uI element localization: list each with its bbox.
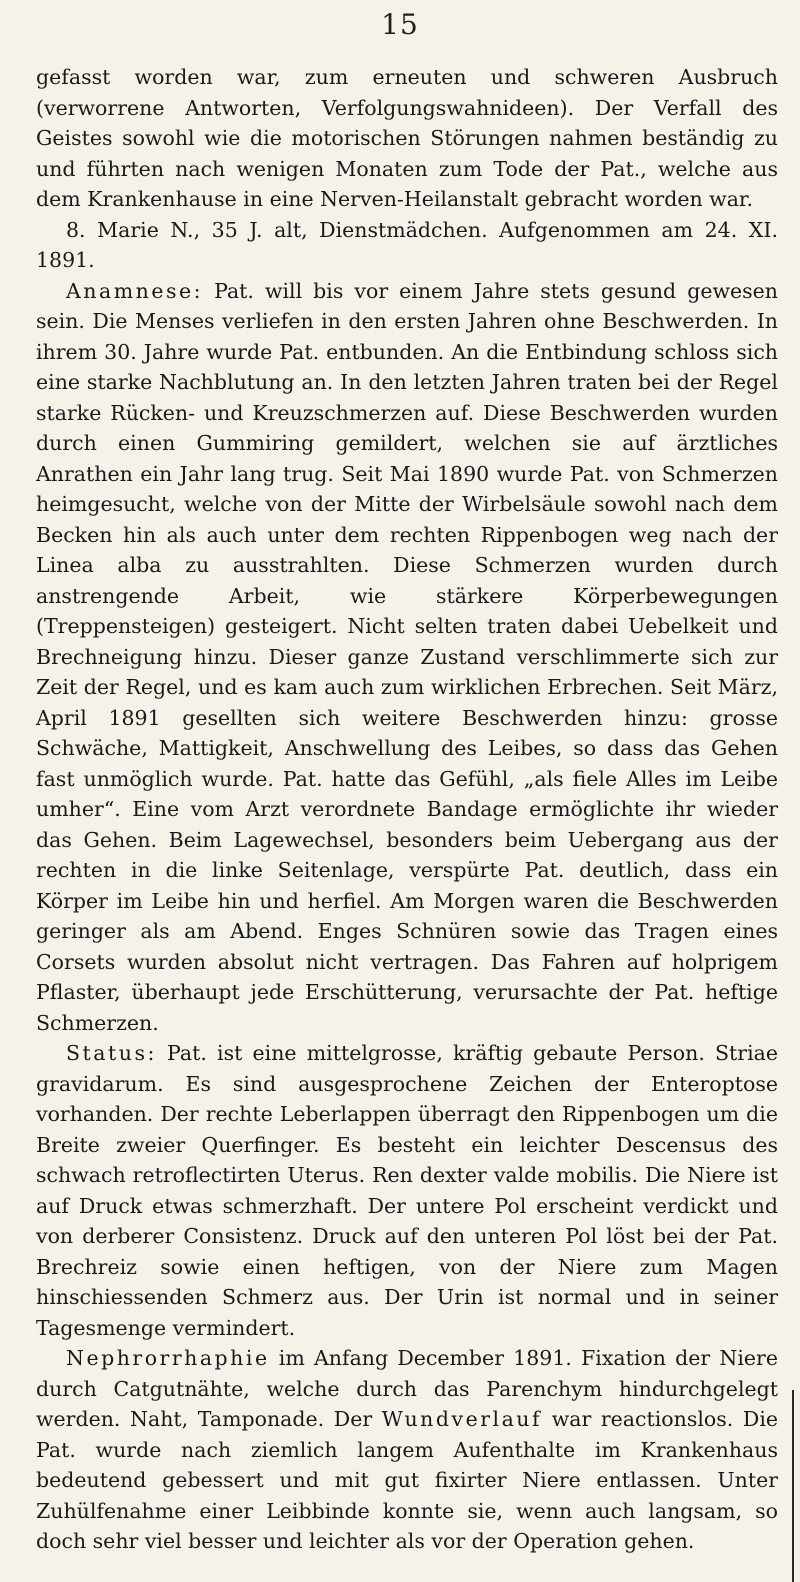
nephrorrhaphie-label: Nephrorrhaphie bbox=[66, 1346, 270, 1370]
anamnese-text: Pat. will bis vor einem Jahre stets gesund gewesen sein. Die Menses verliefen in den ersten Jahren ohne Beschwerden. In ihrem 30. Jahre wurde Pat. entbunden. An die Entbindung schloss sich eine starke Nachblutung an. In den letzten Jahren traten bei der Regel starke Rücken- und Kreuzschmerzen auf. Diese Beschwerden wurden durch einen Gummiring gemildert, welchen sie auf ärztliches Anrathen ein Jahr lang trug. Seit Mai 1890 wurde Pat. von Schmerzen heimgesucht, welche von der Mitte der Wirbelsäule sowohl nach dem Becken hin als auch unter dem rechten Rippenbogen weg nach der Linea alba zu ausstrahlten. Diese Schmerzen wurden durch anstrengende Arbeit, wie stärkere Körperbewegungen (Treppensteigen) gesteigert. Nicht selten traten dabei Uebelkeit und Brechneigung hinzu. Dieser ganze Zustand verschlimmerte sich zur Zeit der Regel, und es kam auch zum wirklichen Erbrechen. Seit März, April 1891 gesellten sich weitere Beschwerden hinzu: grosse Schwäche, Mattigkeit, Anschwellung des Leibes, so dass das Gehen fast unmöglich wurde. Pat. hatte das Gefühl, „als fiele Alles im Leibe umher“. Eine vom Arzt verordnete Bandage ermöglichte ihr wieder das Gehen. Beim Lagewechsel, besonders beim Uebergang aus der rechten in die linke Seitenlage, verspürte Pat. deutlich, dass ein Körper im Leibe hin und herfiel. Am Morgen waren die Beschwerden geringer als am Abend. Enges Schnüren sowie das Tragen eines Corsets wurden absolut nicht vertragen. Das Fahren auf holprigem Pflaster, überhaupt jede Erschütterung, verursachte der Pat. heftige Schmerzen. bbox=[36, 278, 778, 1035]
nephrorrhaphie-text-b: war reactionslos. Die Pat. wurde nach ziemlich langem Aufenthalte im Krankenhaus bedeutend gebessert und mit gut fixirter Niere entlassen. Unter Zuhülfenahme einer Leibbinde konnte sie, wenn auch langsam, so doch sehr viel besser und leichter als vor der Operation gehen. bbox=[36, 1407, 779, 1553]
status-text: Pat. ist eine mittelgrosse, kräftig gebaute Person. Striae gravidarum. Es sind ausgesprochene Zeichen der Enteroptose vorhanden. Der rechte Leberlappen überragt den Rippenbogen um die Breite zweier Querfinger. Es besteht ein leichter Descensus des schwach retroflectirten Uterus. Ren dexter valde mobilis. Die Niere ist auf Druck etwas schmerzhaft. Der untere Pol erscheint verdickt und von derberer Consistenz. Druck auf den unteren Pol löst bei der Pat. Brechreiz sowie einen heftigen, von der Niere zum Magen hinschiessenden Schmerz aus. Der Urin ist normal und in seiner Tagesmenge vermindert. bbox=[36, 1041, 778, 1340]
paragraph-continuation: gefasst worden war, zum erneuten und schweren Ausbruch (verworrene Antworten, Verfolgungswahnideen). Der Verfall des Geistes sowohl wie die motorischen Störungen nahmen beständig zu und führten nach wenigen Monaten zum Tode der Pat., welche aus dem Krankenhause in eine Nerven-Heilanstalt gebracht worden war. bbox=[36, 65, 778, 211]
page-edge-line bbox=[792, 1390, 794, 1582]
anamnese-label: Anamnese: bbox=[66, 278, 204, 303]
nephrorrhaphie-text-a: im Anfang December 1891. Fixation der Niere durch Catgutnähte, welche durch das Parenchym hindurchgelegt werden. Naht, Tamponade. Der bbox=[36, 1346, 778, 1431]
case-heading: 8. Marie N., 35 J. alt, Dienstmädchen. Aufgenommen am 24. XI. 1891. bbox=[36, 217, 778, 272]
page-number: 15 bbox=[381, 8, 419, 41]
wundverlauf-label: Wundverlauf bbox=[381, 1407, 543, 1431]
body-text bbox=[36, 62, 778, 1557]
paragraph-nephrorrhaphie bbox=[36, 1343, 778, 1557]
status-label: Status: bbox=[66, 1041, 157, 1065]
paragraph-anamnese bbox=[36, 276, 778, 1039]
paragraph-status bbox=[36, 1038, 778, 1343]
